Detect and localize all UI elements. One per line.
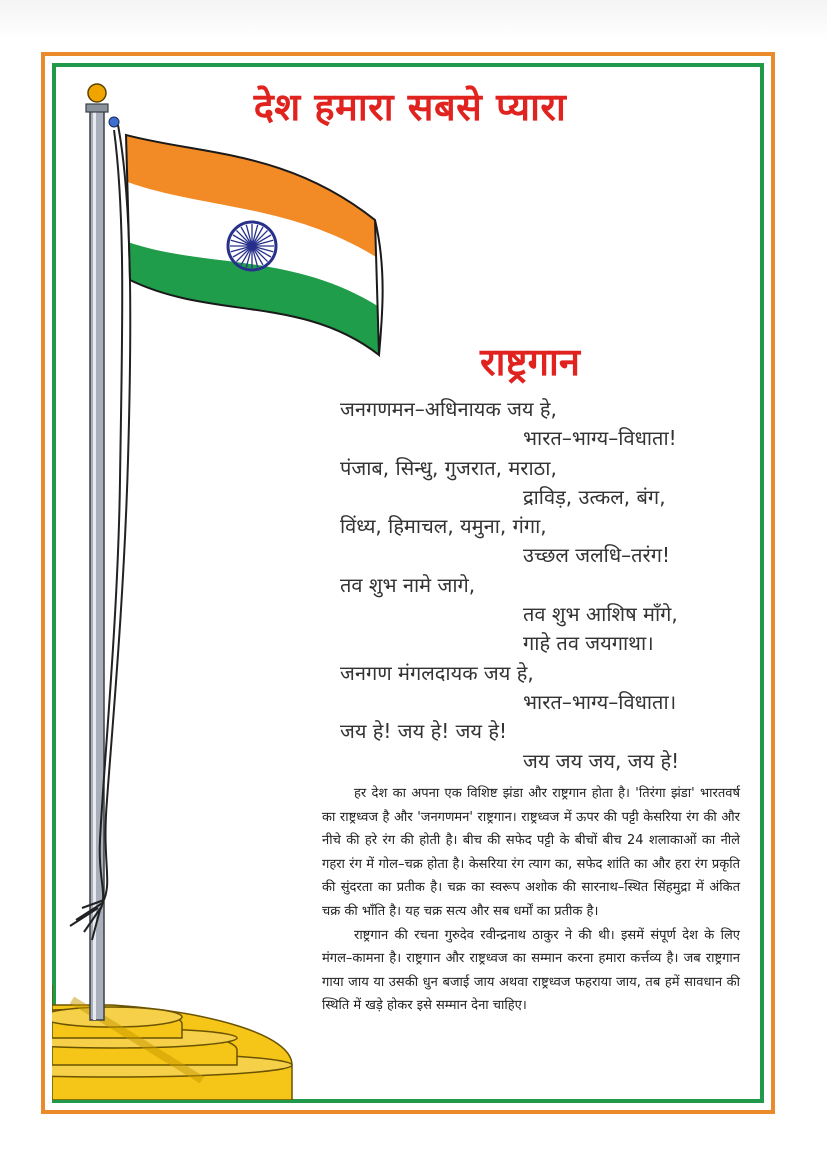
anthem-verse (340, 395, 712, 776)
ashoka-chakra-icon (228, 222, 276, 270)
anthem-line: जनगणमन–अधिनायक जय हे, (340, 397, 557, 421)
anthem-line: जय जय जय, जय हे! (523, 748, 680, 773)
anthem-line: भारत–भाग्य–विधाता। (523, 689, 677, 714)
description-paragraph: राष्ट्रगान की रचना गुरुदेव रवीन्द्रनाथ ठाकुर ने की थी। इसमें संपूर्ण देश के लिए मंगल–कामना है। राष्ट्रगान और राष्ट्रध्वज का सम्मान करना हमारा कर्त्तव्य है। जब राष्ट्रगान गाया जाय या उसकी धुन बजाई जाय अथवा राष्ट्रध्वज फहराया जाय, तब हमें सावधान की स्थिति में खड़े होकर इसे सम्मान देना चाहिए। (322, 927, 740, 1014)
anthem-line: उच्छल जलधि–तरंग! (523, 543, 670, 568)
anthem-line: गाहे तव जयगाथा। (523, 631, 654, 656)
anthem-line: भारत–भाग्य–विधाता! (523, 426, 677, 451)
stepped-pedestal-icon (52, 985, 292, 1100)
anthem-heading: राष्ट्रगान (480, 340, 580, 384)
anthem-line: जय हे! जय हे! जय हे! (340, 719, 508, 744)
description-paragraph: हर देश का अपना एक विशिष्ट झंडा और राष्ट्रगान होता है। 'तिरंगा झंडा' भारतवर्ष का राष्ट्रध्वज है और 'जनगणमन' राष्ट्रगान। राष्ट्रध्वज में ऊपर की पट्टी केसरिया रंग की और नीचे की हरे रंग की होती है। बीच की सफेद पट्टी के बीचों बीच 24 शलाकाओं का नीले गहरा रंग में गोल–चक्र होता है। केसरिया रंग त्याग का, सफेद शांति का और हरा रंग प्रकृति की सुंदरता का प्रतीक है। चक्र का स्वरूप अशोक की सारनाथ–स्थित सिंहमुद्रा में अंकित चक्र की भाँति है। यह चक्र सत्य और सब धर्मों का प्रतीक है। (322, 786, 740, 919)
anthem-line: जनगण मंगलदायक जय हे, (340, 660, 534, 685)
anthem-line: द्राविड़, उत्कल, बंग, (523, 484, 666, 509)
page-title: देश हमारा सबसे प्यारा (253, 85, 567, 129)
anthem-line: विंध्य, हिमाचल, यमुना, गंगा, (340, 514, 547, 539)
anthem-line: तव शुभ नामे जागे, (340, 572, 476, 597)
anthem-line: तव शुभ आशिष माँगे, (523, 602, 678, 627)
anthem-line: पंजाब, सिन्धु, गुजरात, मराठा, (340, 455, 557, 480)
description-text (322, 782, 740, 1018)
